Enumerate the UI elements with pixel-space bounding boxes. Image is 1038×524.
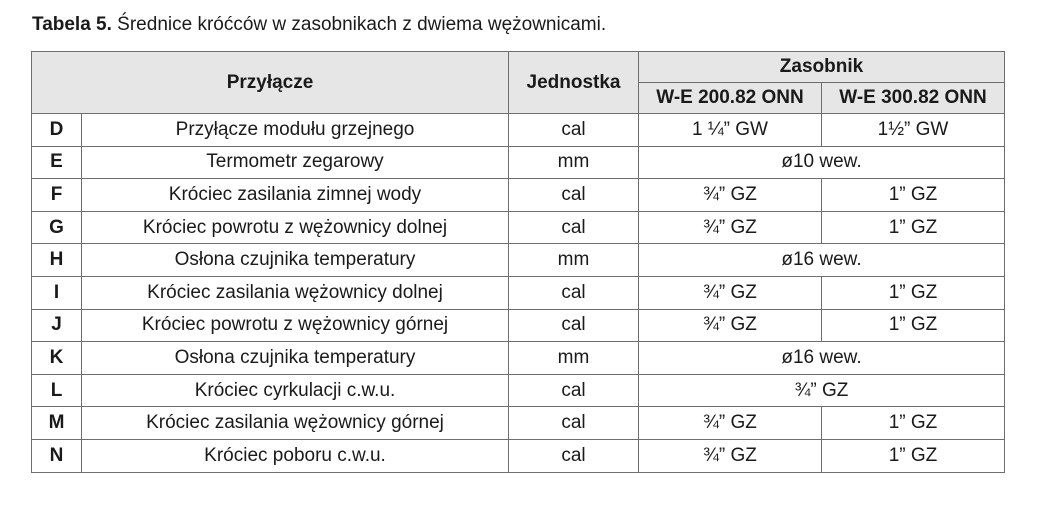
table-row <box>32 211 1005 244</box>
header-tank-group: Zasobnik <box>639 52 1005 83</box>
row-name: Osłona czujnika temperatury <box>82 244 509 277</box>
row-value-tank-a: ¾” GZ <box>639 439 822 472</box>
row-code: J <box>32 309 82 342</box>
header-tank-a: W-E 200.82 ONN <box>639 83 822 114</box>
row-unit: cal <box>509 374 639 407</box>
row-code: G <box>32 211 82 244</box>
table-row <box>32 374 1005 407</box>
row-unit: cal <box>509 407 639 440</box>
row-value-tank-b: 1” GZ <box>822 179 1005 212</box>
row-value-tank-b: 1” GZ <box>822 439 1005 472</box>
row-unit: cal <box>509 211 639 244</box>
row-code: F <box>32 179 82 212</box>
header-connection: Przyłącze <box>32 52 509 114</box>
table-row <box>32 114 1005 147</box>
row-value-tank-b: 1½” GW <box>822 114 1005 147</box>
row-unit: mm <box>509 342 639 375</box>
caption-text: Średnice króćców w zasobnikach z dwiema wężownicami. <box>111 14 607 35</box>
row-value-tank-a: ¾” GZ <box>639 211 822 244</box>
row-value-tank-b: 1” GZ <box>822 211 1005 244</box>
row-value-tank-a: ¾” GZ <box>639 309 822 342</box>
header-unit: Jednostka <box>509 52 639 114</box>
connections-table <box>31 51 1005 473</box>
table-row <box>32 439 1005 472</box>
table-row <box>32 276 1005 309</box>
row-unit: cal <box>509 114 639 147</box>
table-header <box>32 52 1005 114</box>
row-value-merged: ø16 wew. <box>639 342 1005 375</box>
row-unit: mm <box>509 244 639 277</box>
table-row <box>32 244 1005 277</box>
row-value-tank-a: ¾” GZ <box>639 179 822 212</box>
row-name: Króciec powrotu z wężownicy górnej <box>82 309 509 342</box>
row-name: Króciec zasilania zimnej wody <box>82 179 509 212</box>
row-code: D <box>32 114 82 147</box>
row-value-merged: ø10 wew. <box>639 146 1005 179</box>
row-value-tank-b: 1” GZ <box>822 407 1005 440</box>
row-code: I <box>32 276 82 309</box>
row-code: L <box>32 374 82 407</box>
row-name: Króciec powrotu z wężownicy dolnej <box>82 211 509 244</box>
row-name: Osłona czujnika temperatury <box>82 342 509 375</box>
row-name: Króciec cyrkulacji c.w.u. <box>82 374 509 407</box>
row-code: E <box>32 146 82 179</box>
table-row <box>32 179 1005 212</box>
row-unit: cal <box>509 276 639 309</box>
row-name: Króciec poboru c.w.u. <box>82 439 509 472</box>
row-name: Przyłącze modułu grzejnego <box>82 114 509 147</box>
row-value-tank-b: 1” GZ <box>822 309 1005 342</box>
caption-label: Tabela 5. <box>32 14 112 35</box>
row-code: H <box>32 244 82 277</box>
row-value-tank-a: ¾” GZ <box>639 276 822 309</box>
row-unit: mm <box>509 146 639 179</box>
table-row <box>32 309 1005 342</box>
row-code: N <box>32 439 82 472</box>
row-value-tank-a: 1 ¼” GW <box>639 114 822 147</box>
table-body <box>32 114 1005 473</box>
row-value-tank-b: 1” GZ <box>822 276 1005 309</box>
table-caption <box>32 13 606 37</box>
table-row <box>32 146 1005 179</box>
row-unit: cal <box>509 309 639 342</box>
row-value-tank-a: ¾” GZ <box>639 407 822 440</box>
header-row-1 <box>32 52 1005 83</box>
table-row <box>32 342 1005 375</box>
header-tank-b: W-E 300.82 ONN <box>822 83 1005 114</box>
row-value-merged: ¾” GZ <box>639 374 1005 407</box>
row-name: Króciec zasilania wężownicy dolnej <box>82 276 509 309</box>
row-code: K <box>32 342 82 375</box>
row-unit: cal <box>509 179 639 212</box>
row-name: Króciec zasilania wężownicy górnej <box>82 407 509 440</box>
row-unit: cal <box>509 439 639 472</box>
row-code: M <box>32 407 82 440</box>
row-name: Termometr zegarowy <box>82 146 509 179</box>
row-value-merged: ø16 wew. <box>639 244 1005 277</box>
table-row <box>32 407 1005 440</box>
